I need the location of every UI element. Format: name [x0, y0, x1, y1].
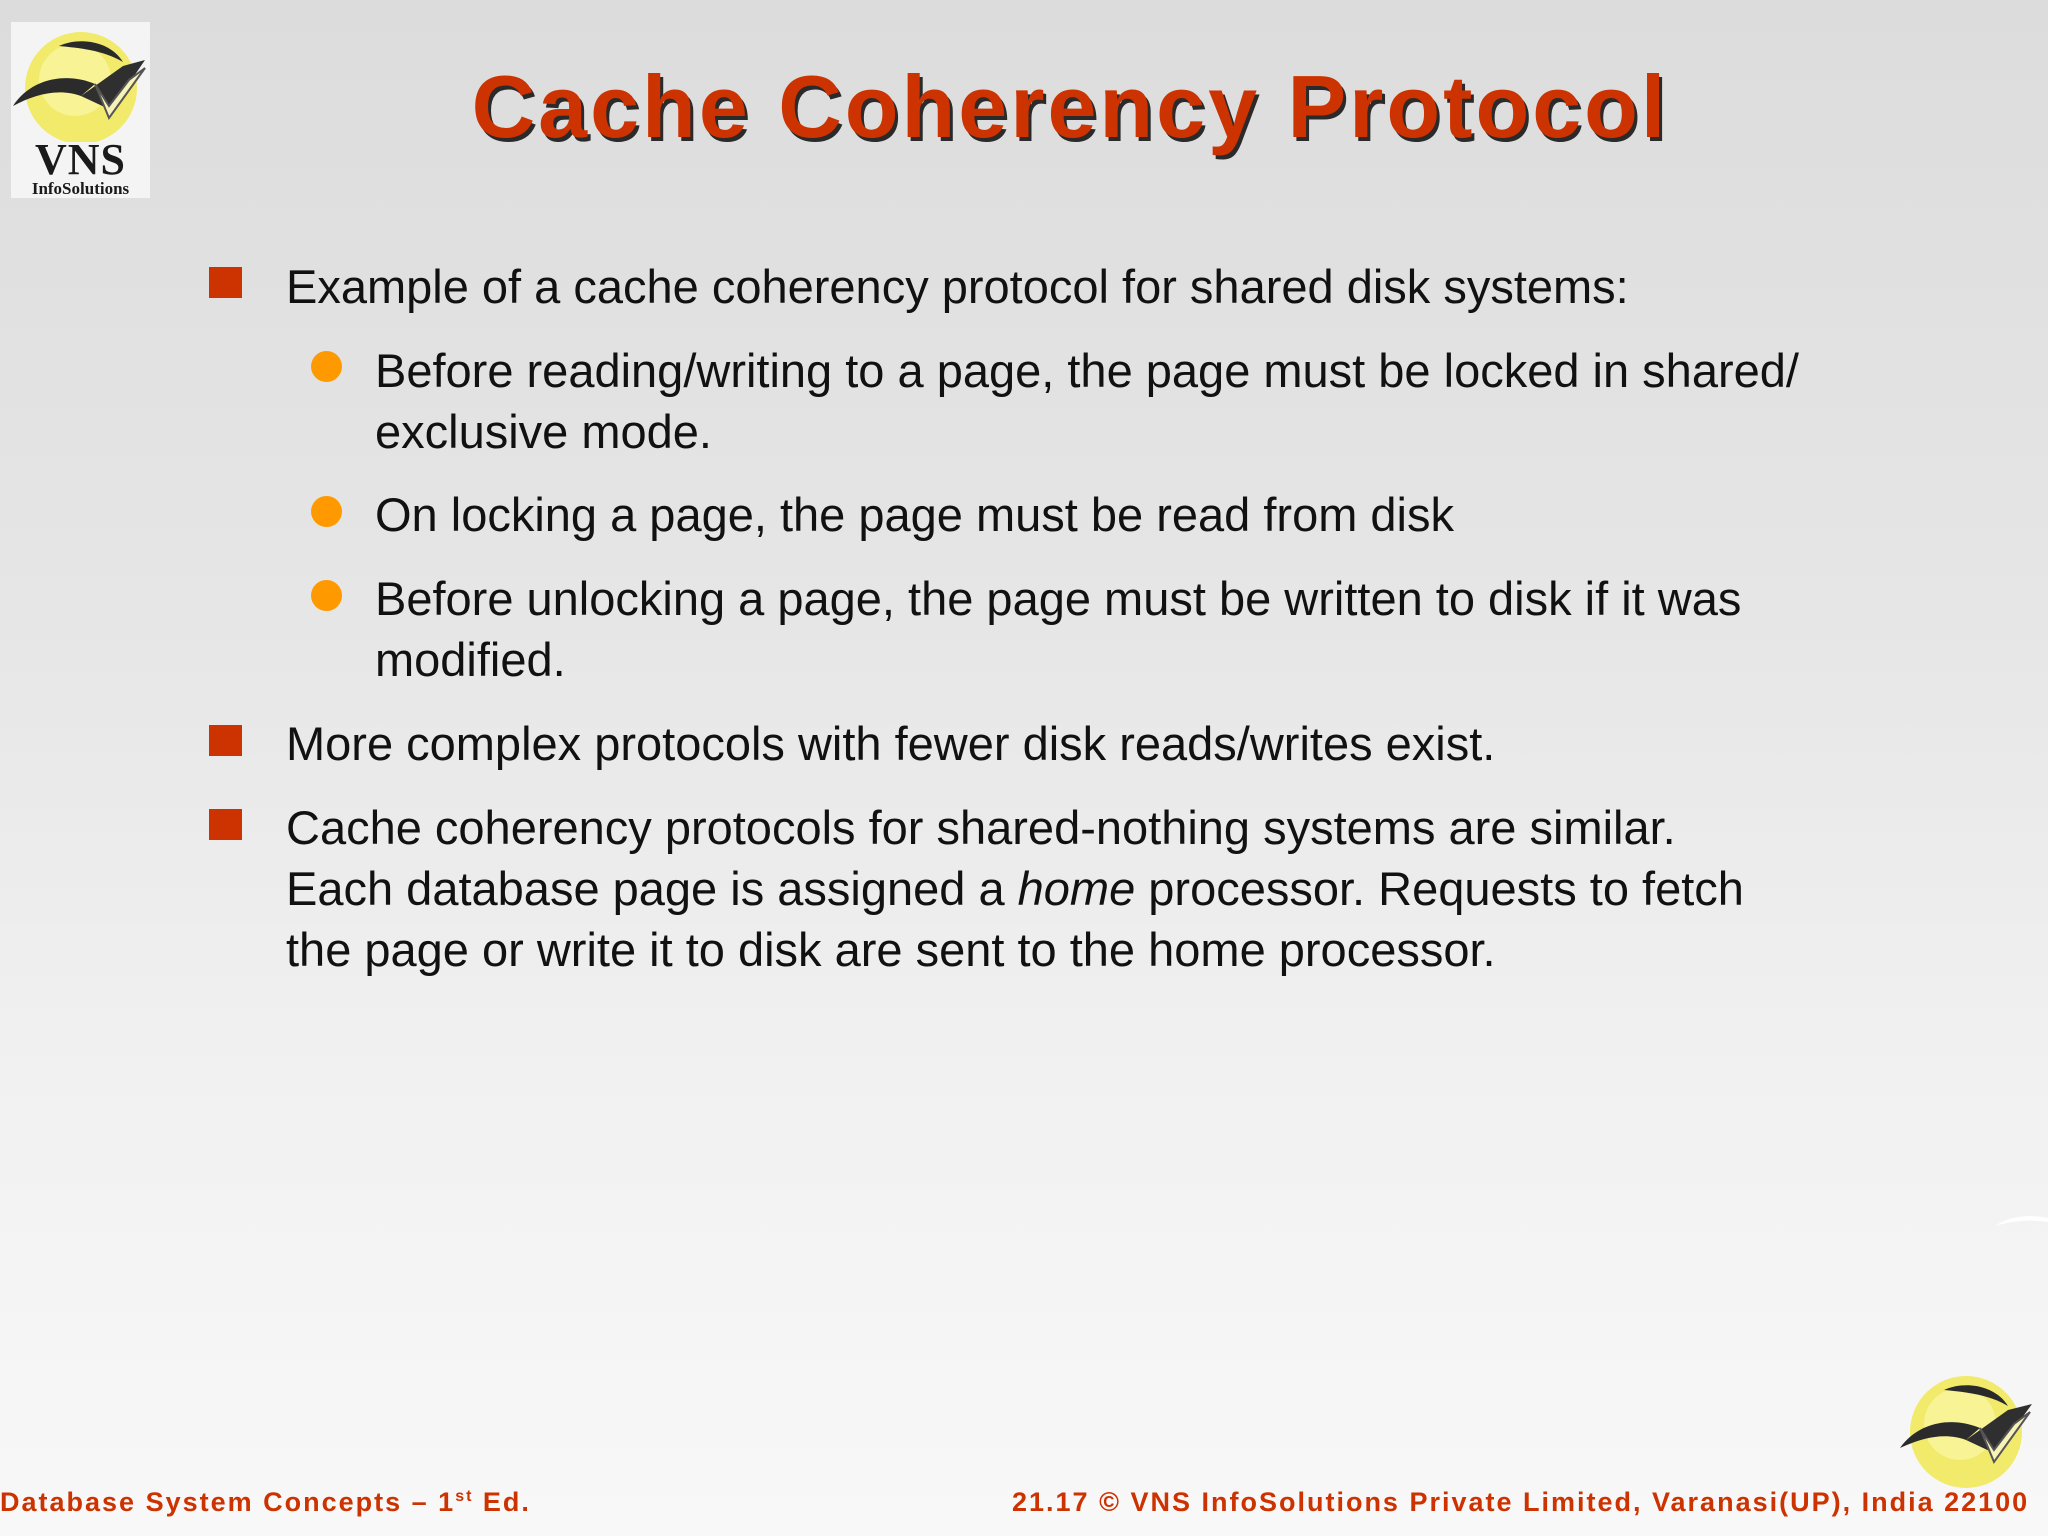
footer-book-title-end: Ed.: [473, 1487, 531, 1517]
footer-book-title-main: Database System Concepts – 1: [0, 1487, 456, 1517]
logo-name: VNS: [34, 135, 127, 184]
swoosh-decoration-icon: [1995, 1210, 2048, 1230]
sub-bullet-text-1-line-1: Before reading/writing to a page, the page must be locked in shared/: [375, 344, 1799, 397]
square-bullet-icon: [209, 809, 242, 840]
bullet-text-3-line-2-start: Each database page is assigned a: [286, 862, 1018, 915]
sub-bullet-text-1-line-2: exclusive mode.: [375, 405, 712, 458]
footer-book-title-sup: st: [455, 1488, 474, 1505]
slide-title: Cache Coherency Protocol: [471, 57, 1669, 156]
circle-bullet-icon: [311, 351, 342, 382]
circle-bullet-icon: [311, 496, 342, 527]
bullet-text-3-line-2: [286, 858, 1966, 919]
footer-copyright: 21.17 © VNS InfoSolutions Private Limited, Varanasi(UP), India 22100: [1012, 1487, 2030, 1517]
sub-bullet-text-3-line-2: modified.: [375, 633, 566, 686]
home-emphasis: home: [1017, 862, 1136, 915]
bullet-text-1: Example of a cache coherency protocol for shared disk systems:: [286, 260, 1629, 313]
circle-bullet-icon: [311, 580, 342, 611]
footer-logo-icon: [1896, 1368, 2036, 1492]
sub-bullet-text-3-line-1: Before unlocking a page, the page must be written to disk if it was: [375, 572, 1742, 625]
bullet-text-3-line-2-end: processor. Requests to fetch: [1135, 862, 1744, 915]
square-bullet-icon: [209, 725, 242, 756]
bullet-text-2: More complex protocols with fewer disk reads/writes exist.: [286, 717, 1496, 770]
bullet-text-3-line-3: the page or write it to disk are sent to the home processor.: [286, 923, 1496, 976]
footer-book-title: [0, 1487, 531, 1518]
bullet-text-3-line-1: Cache coherency protocols for shared-nothing systems are similar.: [286, 801, 1676, 854]
logo-subtitle: InfoSolutions: [31, 179, 130, 198]
logo-emblem-icon: [11, 22, 150, 142]
square-bullet-icon: [209, 267, 242, 298]
company-logo: [11, 22, 150, 198]
sub-bullet-text-2: On locking a page, the page must be read from disk: [375, 488, 1455, 541]
